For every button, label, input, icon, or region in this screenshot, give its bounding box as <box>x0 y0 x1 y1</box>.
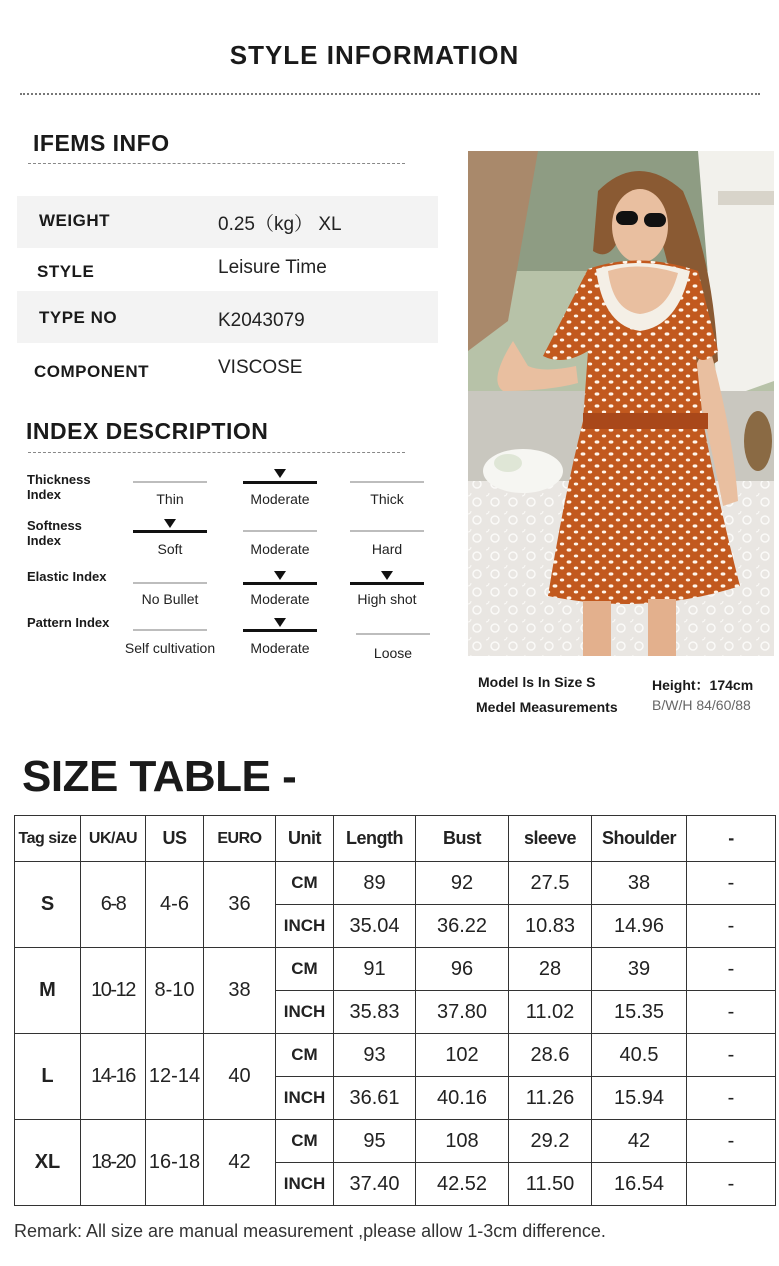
cell: 11.02 <box>509 991 592 1034</box>
size-euro: 38 <box>204 948 276 1034</box>
size-euro: 42 <box>204 1120 276 1206</box>
index-option-label: Loose <box>373 645 413 661</box>
cell: 15.35 <box>592 991 687 1034</box>
index-bar <box>356 633 430 635</box>
info-row-weight <box>17 196 438 248</box>
cell: 16.54 <box>592 1163 687 1206</box>
table-row <box>15 1120 776 1163</box>
index-option-label: Moderate <box>250 591 310 607</box>
unit-cm: CM <box>276 1034 334 1077</box>
size-tag: XL <box>15 1120 81 1206</box>
selected-arrow-icon <box>164 519 176 528</box>
info-label: COMPONENT <box>34 362 149 381</box>
cell: - <box>687 948 776 991</box>
size-uk: 18-20 <box>81 1120 146 1206</box>
cell: 35.04 <box>334 905 416 948</box>
header-unit: Unit <box>276 816 334 862</box>
selected-arrow-icon <box>274 469 286 478</box>
cell: 14.96 <box>592 905 687 948</box>
cell: 28 <box>509 948 592 991</box>
info-value: Leisure Time <box>218 257 327 278</box>
size-us: 16-18 <box>146 1120 204 1206</box>
info-row-component <box>17 343 438 395</box>
selected-arrow-icon <box>274 571 286 580</box>
cell: 11.50 <box>509 1163 592 1206</box>
cell: - <box>687 862 776 905</box>
header-sleeve: sleeve <box>509 816 592 862</box>
size-tag: M <box>15 948 81 1034</box>
header-bust: Bust <box>416 816 509 862</box>
unit-cm: CM <box>276 948 334 991</box>
cell: 42 <box>592 1120 687 1163</box>
index-option-label: Moderate <box>250 541 310 557</box>
size-us: 12-14 <box>146 1034 204 1120</box>
cell: 10.83 <box>509 905 592 948</box>
info-value: VISCOSE <box>218 357 303 378</box>
table-header-row <box>15 816 776 862</box>
selected-arrow-icon <box>381 571 393 580</box>
header-shoulder: Shoulder <box>592 816 687 862</box>
unit-inch: INCH <box>276 905 334 948</box>
cell: 27.5 <box>509 862 592 905</box>
size-uk: 6-8 <box>81 862 146 948</box>
index-label-pattern: Pattern Index <box>27 615 110 630</box>
index-label-elastic: Elastic Index <box>27 569 107 584</box>
page-title: STYLE INFORMATION <box>229 40 520 70</box>
size-tag: L <box>15 1034 81 1120</box>
index-option-label: Hard <box>371 541 403 557</box>
index-bar <box>133 530 207 533</box>
table-row <box>15 1034 776 1077</box>
index-description-divider <box>28 452 405 453</box>
cell: 37.40 <box>334 1163 416 1206</box>
cell: 95 <box>334 1120 416 1163</box>
remark-text: Remark: All size are manual measurement ,please allow 1-3cm difference. <box>14 1221 606 1241</box>
index-label-thickness: Thickness Index <box>27 472 91 502</box>
unit-inch: INCH <box>276 1077 334 1120</box>
index-bar <box>133 582 207 584</box>
info-label: WEIGHT <box>39 211 110 230</box>
items-info-divider <box>28 163 405 164</box>
info-value: K2043079 <box>218 310 305 331</box>
items-info-title: IFEMS INFO <box>33 130 170 156</box>
cell: 92 <box>416 862 509 905</box>
size-euro: 36 <box>204 862 276 948</box>
table-row <box>15 862 776 905</box>
table-row <box>15 948 776 991</box>
cell: - <box>687 1163 776 1206</box>
cell: 39 <box>592 948 687 991</box>
size-uk: 14-16 <box>81 1034 146 1120</box>
index-label-softness: Softness Index <box>27 518 82 548</box>
model-measurements-label: Medel Measurements <box>476 699 618 715</box>
index-option-label: Thick <box>370 491 404 507</box>
cell: 89 <box>334 862 416 905</box>
cell: 91 <box>334 948 416 991</box>
index-option-label: Moderate <box>250 491 310 507</box>
unit-inch: INCH <box>276 1163 334 1206</box>
cell: - <box>687 1034 776 1077</box>
size-euro: 40 <box>204 1034 276 1120</box>
index-bar <box>350 481 424 483</box>
size-us: 4-6 <box>146 862 204 948</box>
size-uk: 10-12 <box>81 948 146 1034</box>
size-table-title: SIZE TABLE - <box>22 752 297 801</box>
index-option-label: Thin <box>156 491 184 507</box>
index-option-label: Moderate <box>250 640 310 656</box>
cell: 37.80 <box>416 991 509 1034</box>
unit-inch: INCH <box>276 991 334 1034</box>
header-tag-size: Tag size <box>15 816 81 862</box>
model-photo <box>468 151 774 656</box>
info-row-type-no <box>17 291 438 343</box>
model-bwh: B/W/H 84/60/88 <box>652 697 751 713</box>
unit-cm: CM <box>276 1120 334 1163</box>
cell: 11.26 <box>509 1077 592 1120</box>
header-extra: - <box>687 816 776 862</box>
cell: 36.61 <box>334 1077 416 1120</box>
cell: 35.83 <box>334 991 416 1034</box>
selected-arrow-icon <box>274 618 286 627</box>
index-bar <box>133 629 207 631</box>
info-label: TYPE NO <box>39 308 118 327</box>
top-divider <box>20 93 760 95</box>
index-bar <box>133 481 207 483</box>
cell: 108 <box>416 1120 509 1163</box>
cell: - <box>687 905 776 948</box>
unit-cm: CM <box>276 862 334 905</box>
cell: 40.5 <box>592 1034 687 1077</box>
size-tag: S <box>15 862 81 948</box>
index-bar <box>350 530 424 532</box>
cell: 40.16 <box>416 1077 509 1120</box>
cell: 96 <box>416 948 509 991</box>
size-table <box>14 815 776 1206</box>
header-us: US <box>146 816 204 862</box>
index-bar <box>243 530 317 532</box>
cell: 93 <box>334 1034 416 1077</box>
cell: 38 <box>592 862 687 905</box>
index-bar <box>243 582 317 585</box>
cell: - <box>687 1077 776 1120</box>
cell: - <box>687 991 776 1034</box>
info-label: STYLE <box>37 262 95 281</box>
index-option-label: No Bullet <box>141 591 199 607</box>
cell: - <box>687 1120 776 1163</box>
model-size-label: Model ls ln Size S <box>478 674 596 690</box>
cell: 42.52 <box>416 1163 509 1206</box>
cell: 29.2 <box>509 1120 592 1163</box>
cell: 28.6 <box>509 1034 592 1077</box>
index-option-label: Soft <box>157 541 183 557</box>
model-height: Height：174cm <box>652 677 754 693</box>
cell: 15.94 <box>592 1077 687 1120</box>
index-description-title: INDEX DESCRIPTION <box>26 418 269 444</box>
index-bar <box>243 629 317 632</box>
info-value: 0.25（kg） XL <box>218 214 342 235</box>
index-bar <box>350 582 424 585</box>
header-euro: EURO <box>204 816 276 862</box>
index-option-label: High shot <box>357 591 417 607</box>
header-length: Length <box>334 816 416 862</box>
cell: 102 <box>416 1034 509 1077</box>
size-us: 8-10 <box>146 948 204 1034</box>
index-bar <box>243 481 317 484</box>
cell: 36.22 <box>416 905 509 948</box>
header-uk-au: UK/AU <box>81 816 146 862</box>
index-option-label: Self cultivation <box>124 640 216 656</box>
